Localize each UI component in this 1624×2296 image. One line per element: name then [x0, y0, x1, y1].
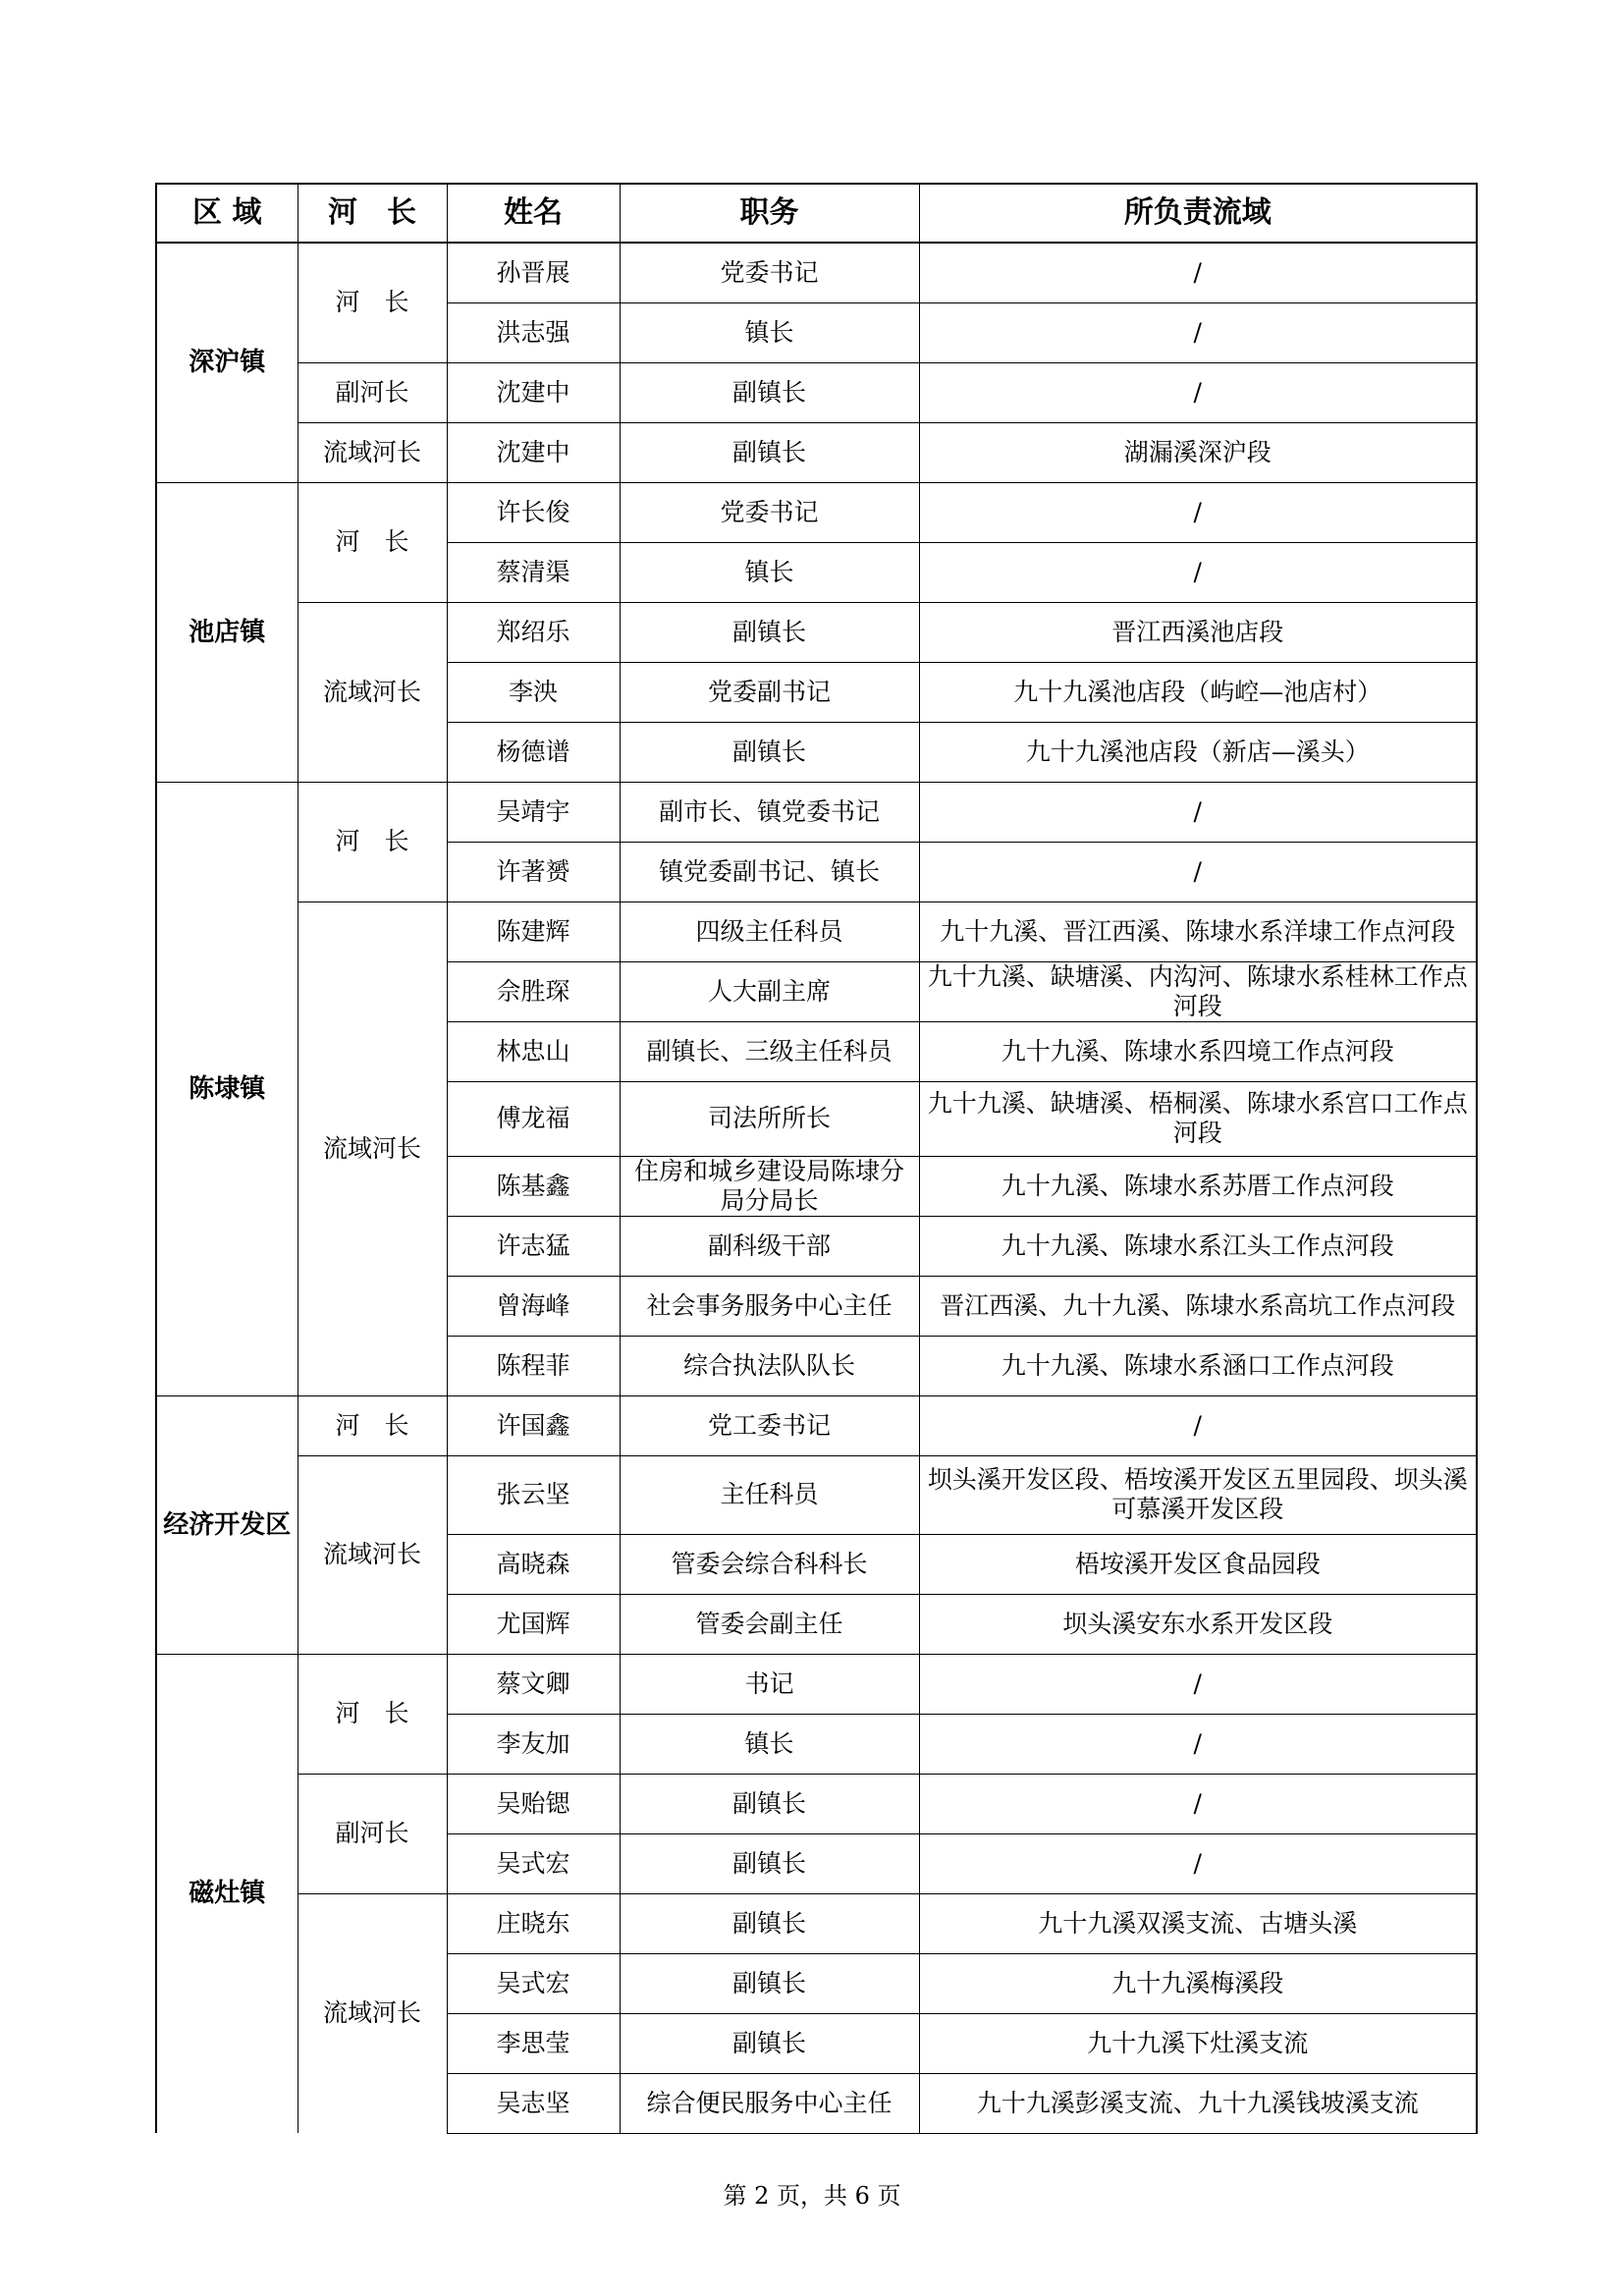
basin-cell: 九十九溪、缺塘溪、内沟河、陈埭水系桂林工作点河段	[919, 961, 1477, 1021]
name-cell: 陈建辉	[447, 902, 620, 961]
role-cell: 流域河长	[298, 1893, 447, 2133]
name-cell: 杨德谱	[447, 722, 620, 782]
region-cell: 经济开发区	[156, 1395, 298, 1654]
position-cell: 综合执法队队长	[620, 1336, 919, 1395]
name-cell: 吴贻锶	[447, 1774, 620, 1833]
header-role: 河 长	[298, 184, 447, 243]
name-cell: 陈程菲	[447, 1336, 620, 1395]
position-cell: 副镇长	[620, 1893, 919, 1953]
position-cell: 副镇长、三级主任科员	[620, 1021, 919, 1081]
basin-cell: 九十九溪、陈埭水系涵口工作点河段	[919, 1336, 1477, 1395]
table-row	[156, 902, 1477, 961]
basin-cell: 晋江西溪、九十九溪、陈埭水系高坑工作点河段	[919, 1276, 1477, 1336]
name-cell: 傅龙福	[447, 1081, 620, 1156]
table-row	[156, 482, 1477, 542]
basin-cell: 九十九溪、陈埭水系四境工作点河段	[919, 1021, 1477, 1081]
name-cell: 孙晋展	[447, 243, 620, 302]
position-cell: 书记	[620, 1654, 919, 1714]
basin-cell: /	[919, 243, 1477, 302]
basin-cell: 九十九溪下灶溪支流	[919, 2013, 1477, 2073]
table-header-row	[156, 184, 1477, 243]
role-cell: 河 长	[298, 782, 447, 902]
position-cell: 主任科员	[620, 1455, 919, 1534]
header-name: 姓名	[447, 184, 620, 243]
position-cell: 人大副主席	[620, 961, 919, 1021]
name-cell: 李泱	[447, 662, 620, 722]
position-cell: 镇长	[620, 302, 919, 362]
position-cell: 党委副书记	[620, 662, 919, 722]
name-cell: 沈建中	[447, 362, 620, 422]
position-cell: 四级主任科员	[620, 902, 919, 961]
position-cell: 管委会副主任	[620, 1594, 919, 1654]
region-cell: 陈埭镇	[156, 782, 298, 1395]
basin-cell: 湖漏溪深沪段	[919, 422, 1477, 482]
basin-cell: 坝头溪开发区段、梧垵溪开发区五里园段、坝头溪可慕溪开发区段	[919, 1455, 1477, 1534]
table-row	[156, 1455, 1477, 1534]
name-cell: 吴式宏	[447, 1833, 620, 1893]
basin-cell: /	[919, 782, 1477, 842]
table-row	[156, 602, 1477, 662]
table-row	[156, 782, 1477, 842]
table-row	[156, 243, 1477, 302]
basin-cell: /	[919, 842, 1477, 902]
table-row	[156, 1654, 1477, 1714]
position-cell: 副镇长	[620, 722, 919, 782]
position-cell: 副市长、镇党委书记	[620, 782, 919, 842]
position-cell: 镇长	[620, 1714, 919, 1774]
basin-cell: /	[919, 1714, 1477, 1774]
position-cell: 党工委书记	[620, 1395, 919, 1455]
role-cell: 河 长	[298, 482, 447, 602]
name-cell: 李友加	[447, 1714, 620, 1774]
role-cell: 河 长	[298, 1654, 447, 1774]
name-cell: 李思莹	[447, 2013, 620, 2073]
name-cell: 蔡清渠	[447, 542, 620, 602]
basin-cell: /	[919, 1833, 1477, 1893]
position-cell: 管委会综合科科长	[620, 1534, 919, 1594]
river-chief-table	[155, 183, 1478, 2134]
basin-cell: 九十九溪池店段（屿崆—池店村）	[919, 662, 1477, 722]
position-cell: 副科级干部	[620, 1216, 919, 1276]
header-basin: 所负责流域	[919, 184, 1477, 243]
name-cell: 许长俊	[447, 482, 620, 542]
region-cell: 深沪镇	[156, 243, 298, 482]
role-cell: 流域河长	[298, 422, 447, 482]
basin-cell: /	[919, 1395, 1477, 1455]
position-cell: 镇党委副书记、镇长	[620, 842, 919, 902]
position-cell: 副镇长	[620, 602, 919, 662]
position-cell: 党委书记	[620, 482, 919, 542]
position-cell: 副镇长	[620, 362, 919, 422]
page-footer: 第 2 页，共 6 页	[723, 2182, 901, 2210]
position-cell: 副镇长	[620, 1953, 919, 2013]
name-cell: 张云坚	[447, 1455, 620, 1534]
role-cell: 副河长	[298, 362, 447, 422]
table-row	[156, 1893, 1477, 1953]
basin-cell: 九十九溪、陈埭水系江头工作点河段	[919, 1216, 1477, 1276]
name-cell: 许志猛	[447, 1216, 620, 1276]
basin-cell: /	[919, 302, 1477, 362]
basin-cell: 九十九溪双溪支流、古塘头溪	[919, 1893, 1477, 1953]
table-row	[156, 1395, 1477, 1455]
name-cell: 林忠山	[447, 1021, 620, 1081]
name-cell: 佘胜琛	[447, 961, 620, 1021]
name-cell: 庄晓东	[447, 1893, 620, 1953]
position-cell: 副镇长	[620, 1774, 919, 1833]
position-cell: 司法所所长	[620, 1081, 919, 1156]
basin-cell: /	[919, 482, 1477, 542]
role-cell: 流域河长	[298, 902, 447, 1395]
basin-cell: 九十九溪彭溪支流、九十九溪钱坡溪支流	[919, 2073, 1477, 2133]
basin-cell: 九十九溪、缺塘溪、梧桐溪、陈埭水系宫口工作点河段	[919, 1081, 1477, 1156]
position-cell: 住房和城乡建设局陈埭分局分局长	[620, 1156, 919, 1216]
basin-cell: 九十九溪池店段（新店—溪头）	[919, 722, 1477, 782]
region-cell: 池店镇	[156, 482, 298, 782]
basin-cell: /	[919, 1774, 1477, 1833]
position-cell: 综合便民服务中心主任	[620, 2073, 919, 2133]
name-cell: 吴志坚	[447, 2073, 620, 2133]
name-cell: 许国鑫	[447, 1395, 620, 1455]
role-cell: 河 长	[298, 243, 447, 362]
name-cell: 曾海峰	[447, 1276, 620, 1336]
name-cell: 沈建中	[447, 422, 620, 482]
position-cell: 副镇长	[620, 2013, 919, 2073]
basin-cell: 九十九溪、晋江西溪、陈埭水系洋埭工作点河段	[919, 902, 1477, 961]
position-cell: 副镇长	[620, 1833, 919, 1893]
header-position: 职务	[620, 184, 919, 243]
name-cell: 郑绍乐	[447, 602, 620, 662]
name-cell: 洪志强	[447, 302, 620, 362]
position-cell: 党委书记	[620, 243, 919, 302]
position-cell: 镇长	[620, 542, 919, 602]
name-cell: 蔡文卿	[447, 1654, 620, 1714]
name-cell: 许著赟	[447, 842, 620, 902]
name-cell: 高晓森	[447, 1534, 620, 1594]
name-cell: 尤国辉	[447, 1594, 620, 1654]
basin-cell: /	[919, 1654, 1477, 1714]
basin-cell: 坝头溪安东水系开发区段	[919, 1594, 1477, 1654]
role-cell: 副河长	[298, 1774, 447, 1893]
role-cell: 流域河长	[298, 602, 447, 782]
table-row	[156, 422, 1477, 482]
table-row	[156, 1774, 1477, 1833]
basin-cell: 九十九溪梅溪段	[919, 1953, 1477, 2013]
table-row	[156, 362, 1477, 422]
role-cell: 河 长	[298, 1395, 447, 1455]
position-cell: 副镇长	[620, 422, 919, 482]
role-cell: 流域河长	[298, 1455, 447, 1654]
basin-cell: 九十九溪、陈埭水系苏厝工作点河段	[919, 1156, 1477, 1216]
position-cell: 社会事务服务中心主任	[620, 1276, 919, 1336]
basin-cell: 梧垵溪开发区食品园段	[919, 1534, 1477, 1594]
header-region: 区 域	[156, 184, 298, 243]
basin-cell: 晋江西溪池店段	[919, 602, 1477, 662]
name-cell: 吴靖宇	[447, 782, 620, 842]
name-cell: 吴式宏	[447, 1953, 620, 2013]
basin-cell: /	[919, 542, 1477, 602]
region-cell: 磁灶镇	[156, 1654, 298, 2133]
name-cell: 陈基鑫	[447, 1156, 620, 1216]
basin-cell: /	[919, 362, 1477, 422]
table-body	[156, 243, 1477, 2133]
